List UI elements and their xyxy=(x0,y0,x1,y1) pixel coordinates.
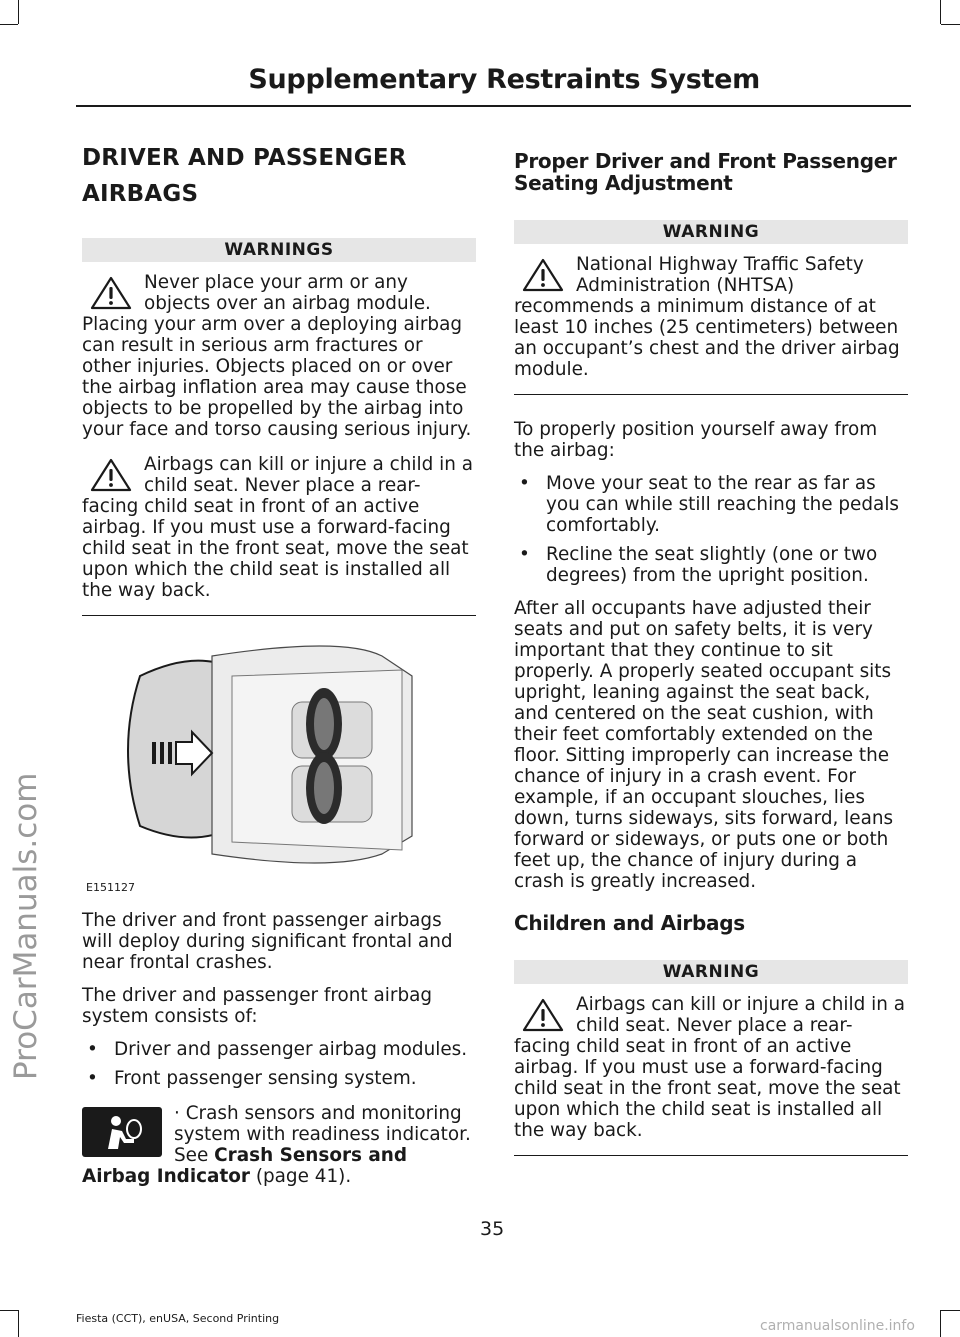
airbag-illustration xyxy=(82,616,476,894)
airbag-deployment-illustration xyxy=(82,616,476,878)
footer-site-watermark: carmanualsonline.info xyxy=(760,1318,915,1334)
crop-mark xyxy=(18,0,19,24)
crop-mark xyxy=(940,1310,941,1337)
crash-sensor-text: · Crash sensors and monitoring system with readiness indicator. See xyxy=(174,1103,471,1166)
warning-item xyxy=(82,454,476,601)
header-divider xyxy=(76,105,911,107)
paragraph: To properly position yourself away from the airbag: xyxy=(514,419,878,461)
warning-triangle-icon xyxy=(522,258,564,292)
warning-header: WARNING xyxy=(514,220,908,244)
crop-mark xyxy=(18,1310,19,1337)
page-number: 35 xyxy=(480,1218,505,1240)
crop-mark xyxy=(940,0,941,24)
warning-item xyxy=(514,994,908,1141)
section-heading: DRIVER AND PASSENGER AIRBAGS xyxy=(82,145,407,207)
right-column xyxy=(514,150,908,1156)
figure-code: E151127 xyxy=(86,881,135,894)
page-reference: (page 41). xyxy=(249,1166,352,1187)
paragraph: The driver and passenger front airbag system consists of: xyxy=(82,985,433,1027)
paragraph: After all occupants have adjusted their seats and put on safety belts, it is very important that they continue to sit properly. A properly seated occupant sits upright, leaning against the seat back, and centered on the seat cushion, with their feet comfortably extended on the floor. Sitting improperly can increase the chance of injury in a crash event. For example, if an occupant slouches, lies down, turns sideways, sits forward, leans forward or sideways, or puts one or both feet up, the chance of injury during a crash is greatly increased. xyxy=(514,598,894,892)
list-item: • Recline the seat slightly (one or two degrees) from the upright position. xyxy=(519,544,878,586)
crash-sensor-item xyxy=(82,1103,476,1187)
warning-divider xyxy=(514,1155,908,1156)
warning-triangle-icon xyxy=(522,998,564,1032)
crop-mark xyxy=(0,24,18,25)
section-heading: Proper Driver and Front Passenger Seating Adjustment xyxy=(514,149,897,195)
airbag-indicator-icon xyxy=(82,1107,162,1157)
warning-item xyxy=(514,254,908,380)
warning-text: Never place your arm or any objects over an airbag module. Placing your arm over a deploying airbag can result in serious arm fractures or other injuries. Objects placed on or over the airbag inflation area may cause those objects to be propelled by the airbag into your face and torso causing serious injury. xyxy=(82,272,472,440)
list-item: • Move your seat to the rear as far as you can while still reaching the pedals comfortably. xyxy=(519,473,900,536)
list-item: • Front passenger sensing system. xyxy=(87,1068,417,1089)
warnings-header: WARNINGS xyxy=(82,238,476,262)
left-column xyxy=(82,140,476,1187)
footer-text: Fiesta (CCT), enUSA, Second Printing xyxy=(76,1312,280,1325)
side-watermark: ProCarManuals.com xyxy=(8,772,44,1080)
seating-tips-list xyxy=(514,473,908,586)
warning-item xyxy=(82,272,476,440)
warning-text: National Highway Traffic Safety Administration (NHTSA) recommends a minimum distance of at least 10 inches (25 centimeters) between an occupant’s chest and the driver airbag module. xyxy=(514,254,900,380)
page-header-title: Supplementary Restraints System xyxy=(248,64,760,95)
warning-text: Airbags can kill or injure a child in a child seat. Never place a rear-facing child seat in front of an active airbag. If you must use a forward-facing child seat in the front seat, move the seat upon which the child seat is installed all the way back. xyxy=(514,994,906,1141)
crop-mark xyxy=(941,1310,960,1311)
airbag-system-list xyxy=(82,1039,476,1089)
warning-triangle-icon xyxy=(90,458,132,492)
paragraph: The driver and front passenger airbags will deploy during significant frontal and near frontal crashes. xyxy=(82,910,453,973)
list-item: • Driver and passenger airbag modules. xyxy=(87,1039,468,1060)
section-heading: Children and Airbags xyxy=(514,911,745,935)
warning-text: Airbags can kill or injure a child in a child seat. Never place a rear-facing child seat in front of an active airbag. If you must use a forward-facing child seat in the front seat, move the seat upon which the child seat is installed all the way back. xyxy=(82,454,474,601)
crop-mark xyxy=(0,1310,18,1311)
crop-mark xyxy=(941,24,960,25)
crash-sensor-link[interactable]: Crash Sensors and Airbag Indicator xyxy=(82,1145,408,1187)
warning-header: WARNING xyxy=(514,960,908,984)
warning-triangle-icon xyxy=(90,276,132,310)
